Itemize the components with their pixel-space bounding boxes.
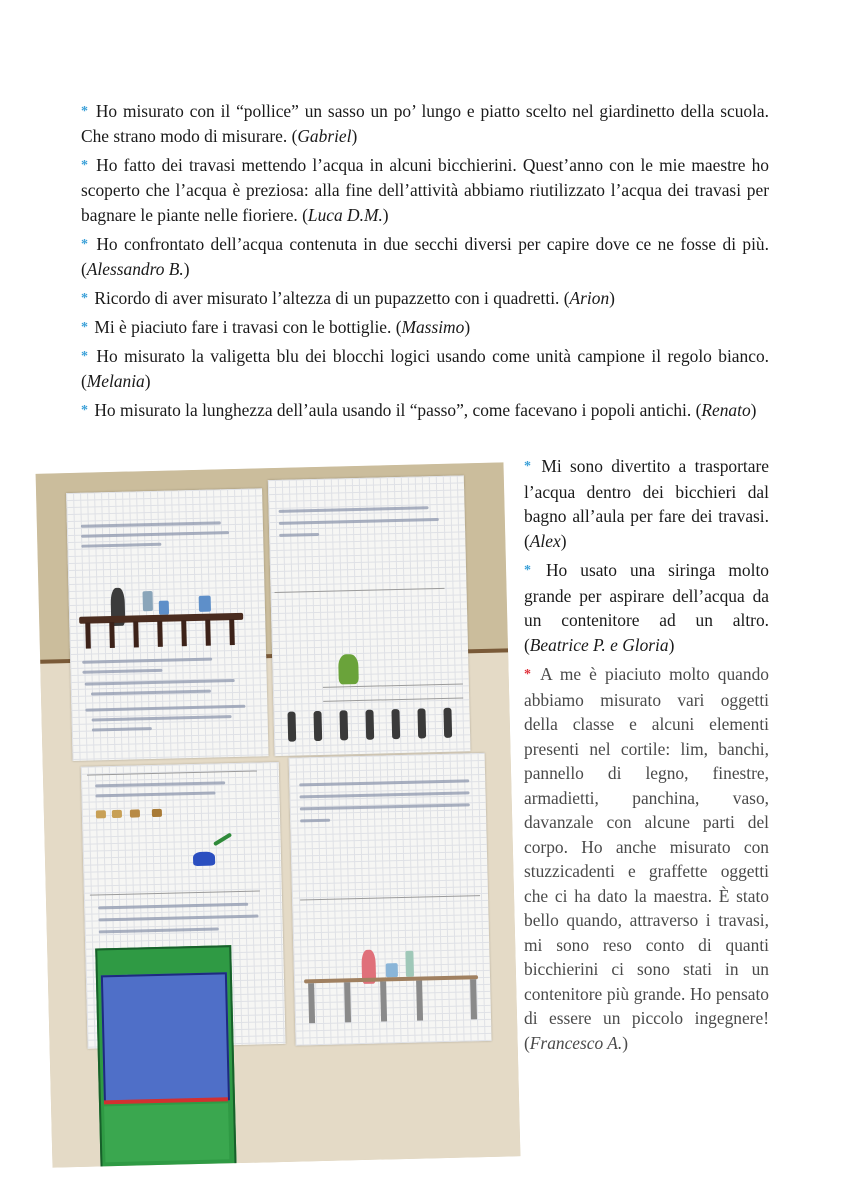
testimonials-top [81, 99, 769, 427]
testimonial: * Ho misurato la valigetta blu dei blocchi logici usando come unità campione il regolo bianco. (Melania) [81, 346, 769, 391]
drawing-sheet [289, 753, 492, 1046]
asterisk-bullet-icon: * [81, 291, 88, 306]
asterisk-bullet-icon: * [81, 158, 88, 173]
testimonial: * Ho confrontato dell’acqua contenuta in due secchi diversi per capire dove ce ne fosse di più. (Alessandro B.) [81, 234, 769, 279]
author-name: Melania [86, 371, 145, 391]
poster-drawing [95, 945, 236, 1167]
author-name: Luca D.M. [307, 205, 383, 225]
child-figure-drawing [338, 654, 359, 684]
asterisk-bullet-icon: * [81, 104, 88, 119]
author-name: Arion [569, 288, 610, 308]
asterisk-bullet-icon: * [81, 403, 88, 418]
testimonial: * Ricordo di aver misurato l’altezza di un pupazzetto con i quadretti. (Arion) [81, 288, 615, 308]
drawing-sheet [268, 475, 471, 756]
asterisk-bullet-icon: * [524, 459, 531, 474]
testimonial: * Ho misurato con il “pollice” un sasso un po’ lungo e piatto scelto nel giardinetto della scuola. Che strano modo di misurare. (Gabriel) [81, 101, 769, 146]
asterisk-bullet-icon: * [81, 349, 88, 364]
author-name: Francesco A. [529, 1032, 623, 1053]
testimonial: * Ho misurato la lunghezza dell’aula usando il “passo”, come facevano i popoli antichi. (Renato) [81, 400, 757, 420]
asterisk-bullet-icon: * [81, 237, 88, 252]
author-name: Renato [701, 400, 751, 420]
author-name: Beatrice P. e Gloria [529, 634, 669, 655]
author-name: Gabriel [297, 126, 352, 146]
syringe-drawing [193, 852, 215, 867]
testimonial: * Ho fatto dei travasi mettendo l’acqua in alcuni bicchierini. Quest’anno con le mie maestre ho scoperto che l’acqua è preziosa: alla fine dell’attività abbiamo riutilizzato l’acqua dei travasi per bagnare le piante nelle fioriere. (Luca D.M.) [81, 155, 769, 225]
testimonial: * A me è piaciuto molto quando abbiamo misurato vari oggetti della classe e alcuni elementi presenti nel cortile: lim, banchi, pannello di legno, finestre, armadietti, panchina, vaso, davanzale con alcune parti del corpo. Ho anche misurato con stuzzicadenti e graffette oggetti che ci ha dato la maestra. È stato bello quando, attraverso i travasi, mi sono reso conto di quanti bicchierini ci sono stati in un contenitore più grande. Ho pensato di essere un piccolo ingegnere! (Francesco A.) [524, 664, 769, 1053]
testimonials-side [524, 454, 769, 1060]
asterisk-bullet-icon: * [524, 563, 531, 578]
testimonial: * Mi è piaciuto fare i travasi con le bottiglie. (Massimo) [81, 317, 471, 337]
asterisk-bullet-icon: * [81, 320, 88, 335]
testimonial: * Ho usato una siringa molto grande per aspirare dell’acqua da un contenitore ad un altro. (Beatrice P. e Gloria) [524, 560, 769, 655]
classroom-drawings-photo [36, 462, 521, 1167]
author-name: Alessandro B. [86, 259, 184, 279]
drawing-sheet [66, 488, 268, 761]
author-name: Massimo [401, 317, 465, 337]
author-name: Alex [529, 530, 561, 551]
asterisk-bullet-icon: * [524, 667, 531, 682]
testimonial: * Mi sono divertito a trasportare l’acqua dentro dei bicchieri dal bagno all’aula per fare dei travasi. (Alex) [524, 456, 769, 551]
